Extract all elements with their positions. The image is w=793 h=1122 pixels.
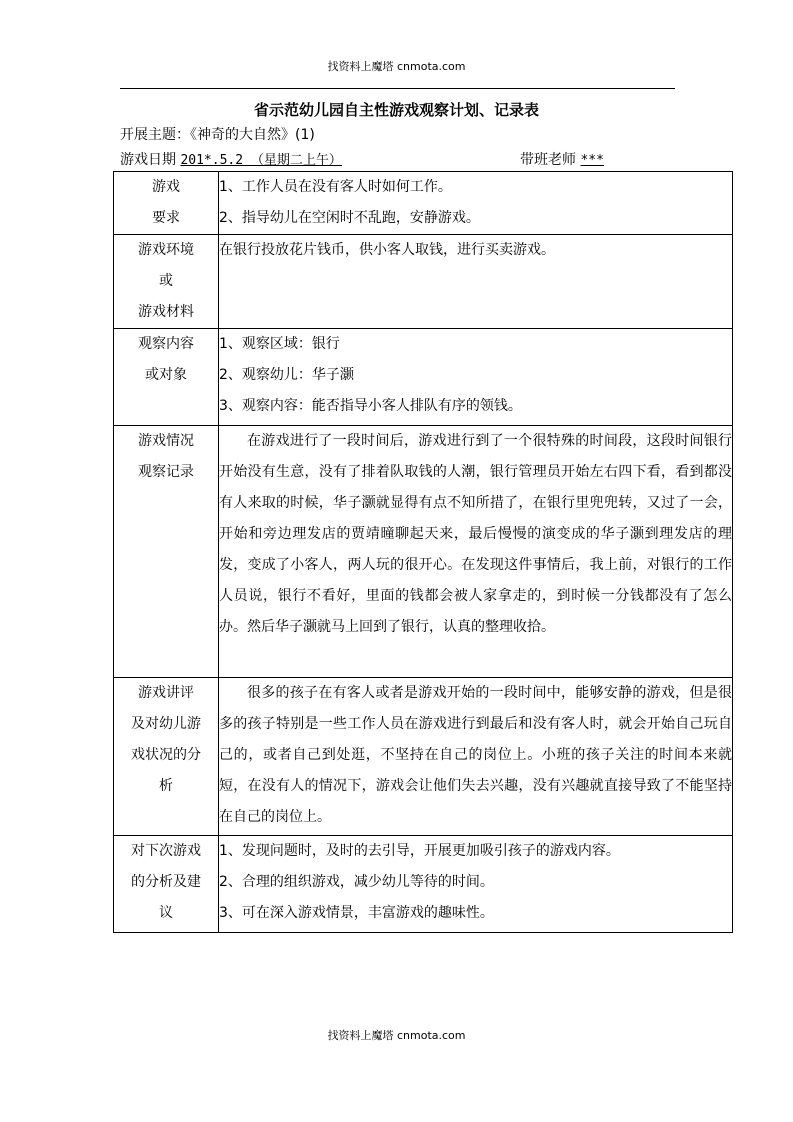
suggestion-line: 1、发现问题时，及时的去引导，开展更加吸引孩子的游戏内容。 [219, 843, 620, 859]
page-header: 找资料上魔塔 cnmota.com [327, 60, 466, 73]
environment-line: 在银行投放花片钱币，供小客人取钱，进行买卖游戏。 [219, 242, 555, 258]
content-next-suggestions [219, 836, 733, 933]
date-line [120, 149, 732, 169]
observation-line: 3、观察内容：能否指导小客人排队有序的领钱。 [219, 398, 522, 414]
suggestion-line: 3、可在深入游戏情景，丰富游戏的趣味性。 [219, 905, 494, 921]
suggestion-line: 2、合理的组织游戏，减少幼儿等待的时间。 [219, 874, 494, 890]
label-next-suggestions: 对下次游戏 的分析及建 议 [114, 836, 219, 933]
label-observation-record: 游戏情况 观察记录 [114, 426, 219, 678]
label-game-environment: 游戏环境 或 游戏材料 [114, 235, 219, 329]
label-game-requirements: 游戏 要求 [114, 172, 219, 235]
row-observation-record [114, 426, 733, 678]
content-game-review [219, 678, 733, 836]
requirement-line: 1、工作人员在没有客人时如何工作。 [219, 179, 452, 195]
content-observation-target [219, 329, 733, 426]
row-game-requirements [114, 172, 733, 235]
row-observation-target [114, 329, 733, 426]
theme-label: 开展主题： [120, 127, 190, 143]
theme-value: 《神奇的大自然》(1) [190, 127, 315, 143]
row-game-environment [114, 235, 733, 329]
document-title: 省示范幼儿园自主性游戏观察计划、记录表 [253, 101, 539, 119]
teacher-value: *** [580, 153, 604, 168]
date-value: 201*.5.2 （星期二上午） [180, 153, 342, 168]
theme-line [120, 124, 315, 144]
content-observation-record [219, 426, 733, 678]
label-observation-target: 观察内容 或对象 [114, 329, 219, 426]
row-next-suggestions [114, 836, 733, 933]
record-table [113, 171, 733, 933]
requirement-line: 2、指导幼儿在空闲时不乱跑，安静游戏。 [219, 210, 480, 226]
row-game-review [114, 678, 733, 836]
teacher-label: 带班老师 [520, 152, 576, 168]
observation-line: 2、观察幼儿：华子灏 [219, 367, 354, 383]
observation-line: 1、观察区域：银行 [219, 336, 340, 352]
game-review-paragraph: 很多的孩子在有客人或者是游戏开始的一段时间中，能够安静的游戏，但是很多的孩子特别是一些工作人员在游戏进行到最后和没有客人时，就会开始自己玩自己的，或者自己到处逛，不坚持在自己的岗位上。小班的孩子关注的时间本来就短，在没有人的情况下，游戏会让他们失去兴趣，没有兴趣就直接导致了不能坚持在自己的岗位上。 [219, 685, 732, 825]
header-rule [120, 88, 675, 89]
page-footer: 找资料上魔塔 cnmota.com [327, 1029, 466, 1042]
content-game-environment [219, 235, 733, 329]
teacher-field [520, 149, 604, 169]
label-game-review: 游戏讲评 及对幼儿游 戏状况的分 析 [114, 678, 219, 836]
content-game-requirements [219, 172, 733, 235]
observation-record-paragraph: 在游戏进行了一段时间后，游戏进行到了一个很特殊的时间段，这段时间银行开始没有生意，没有了排着队取钱的人潮，银行管理员开始左右四下看，看到都没有人来取的时候，华子灏就显得有点不知所措了，在银行里兜兜转，又过了一会，开始和旁边理发店的贾靖曈聊起天来，最后慢慢的演变成的华子灏到理发店的理发，变成了小客人，两人玩的很开心。在发现这件事情后，我上前，对银行的工作人员说，银行不看好，里面的钱都会被人家拿走的，到时候一分钱都没有了怎么办。然后华子灏就马上回到了银行，认真的整理收拾。 [219, 433, 732, 635]
date-label: 游戏日期 [120, 152, 176, 168]
